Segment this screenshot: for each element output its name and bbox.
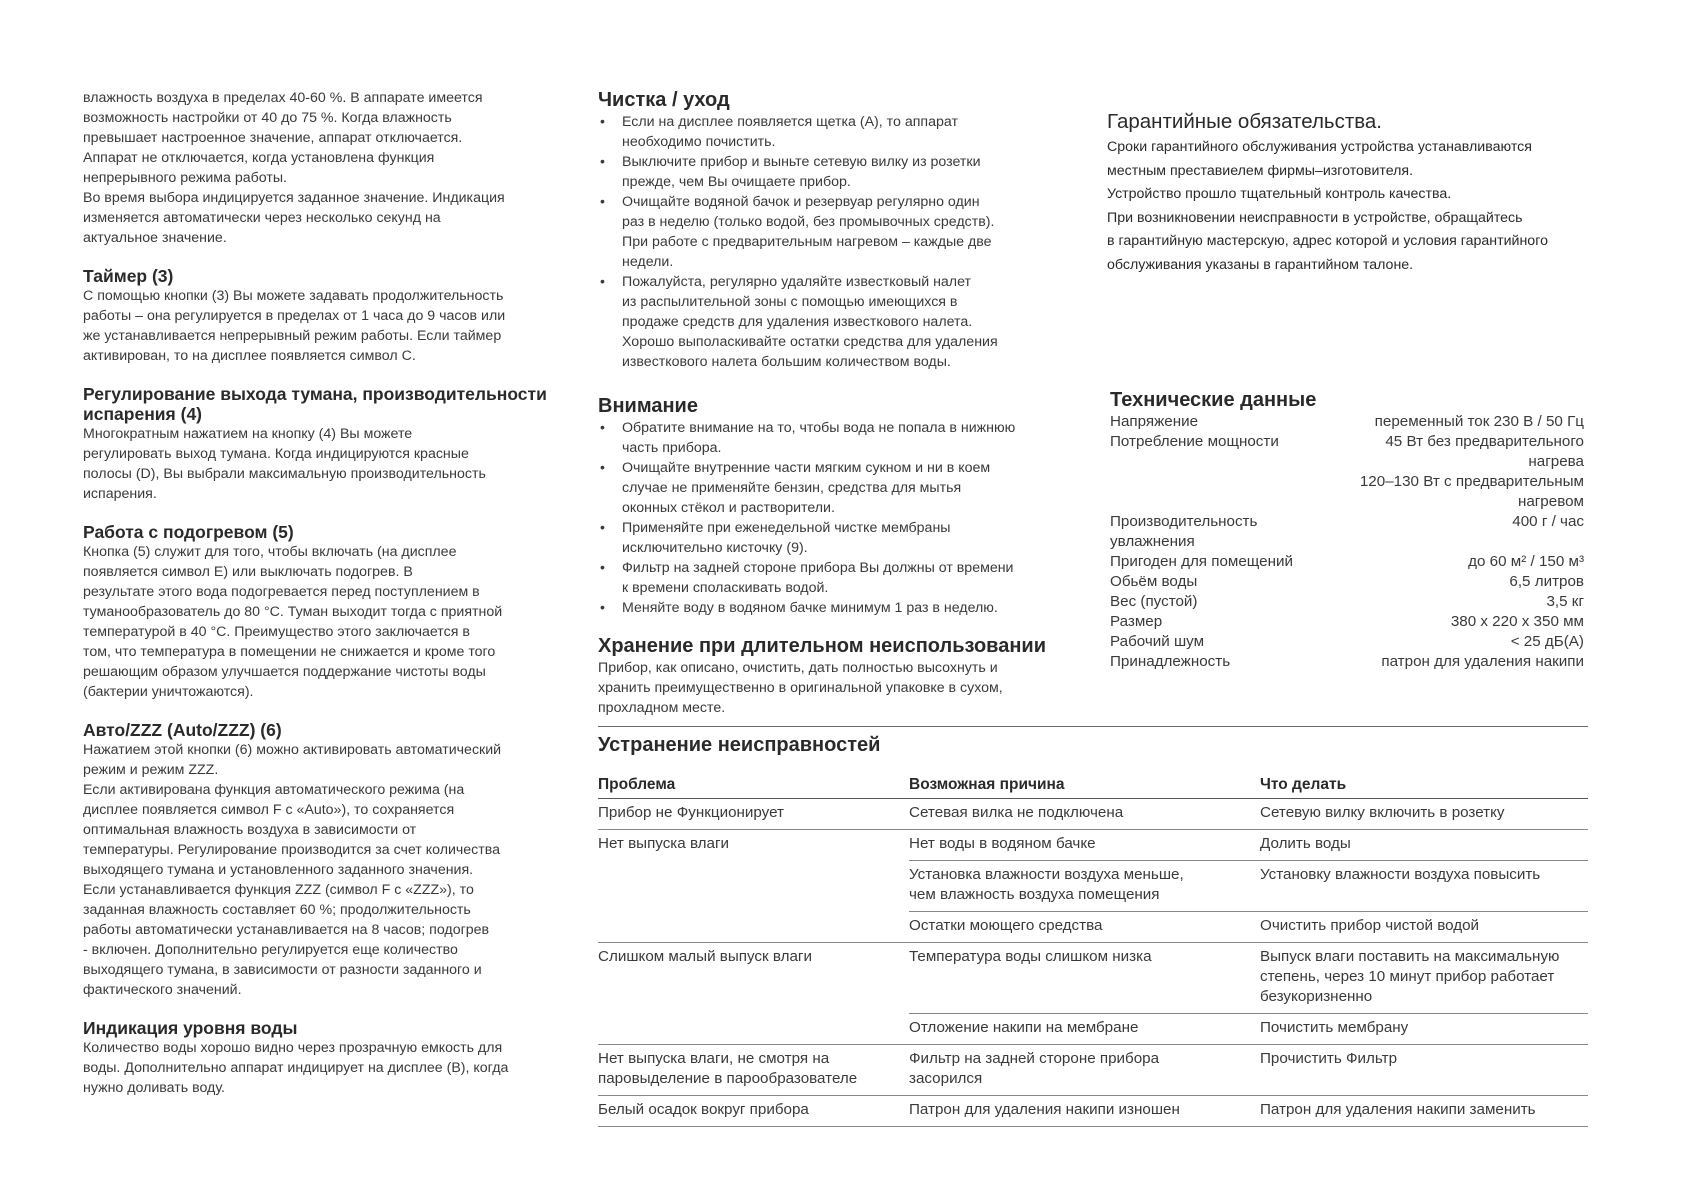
tech-value: 380 х 220 х 350 мм: [1450, 613, 1584, 630]
cell-line: степень, через 10 минут прибор работает: [1260, 968, 1555, 985]
table-cell: [598, 1014, 909, 1045]
text-line: С помощью кнопки (3) Вы можете задавать продолжительность: [83, 288, 504, 304]
cell-line: Сетевая вилка не подключена: [909, 804, 1124, 821]
heading-line: Регулирование выхода тумана, производительности: [83, 384, 547, 404]
list-item: [598, 112, 1078, 152]
table-cell: [909, 1014, 1260, 1045]
text-line: же устанавливается непрерывный режим работы. Если таймер: [83, 328, 502, 344]
text-line: Многократным нажатием на кнопку (4) Вы можете: [83, 426, 413, 442]
bullet-icon: •: [600, 274, 605, 290]
list-item-line: Применяйте при еженедельной чистке мембраны: [622, 520, 951, 536]
cell-line: Прибор не Функционирует: [598, 804, 784, 821]
tech-value: 400 г / час: [1512, 513, 1584, 530]
table-cell: [909, 1045, 1260, 1096]
table-row: [598, 861, 1588, 912]
text-line: появляется символ Е) или выключать подогрев. В: [83, 564, 413, 580]
cell-line: Фильтр на задней стороне прибора: [909, 1050, 1160, 1067]
text-line: регулировать выход тумана. Когда индицируются красные: [83, 446, 469, 462]
list-item: [598, 192, 1078, 272]
attention-list: [598, 418, 1078, 618]
table-cell: [598, 943, 909, 1014]
tech-key: Пригоден для помещений: [1110, 553, 1293, 570]
list-item-line: Очищайте внутренние части мягким сукном и ни в коем: [622, 460, 991, 476]
cell-line: Нет выпуска влаги, не смотря на: [598, 1050, 830, 1067]
text-line: фактического значений.: [83, 982, 242, 998]
list-item-line: недели.: [622, 254, 674, 270]
table-cell: [1260, 1045, 1588, 1096]
table-row: [598, 799, 1588, 830]
list-item-line: случае не применяйте бензин, средства для мытья: [622, 480, 962, 496]
table-row: [598, 1014, 1588, 1045]
list-item-line: оконных стёкол и растворители.: [622, 500, 835, 516]
tech-key: Производительность увлажнения: [1110, 513, 1258, 550]
tech-row: [1110, 592, 1584, 612]
tech-key: Вес (пустой): [1110, 593, 1198, 610]
tech-row: [1110, 572, 1584, 592]
list-item-line: Выключите прибор и выньте сетевую вилку из розетки: [622, 154, 981, 170]
table-row: [598, 830, 1588, 861]
cell-line: Установка влажности воздуха меньше,: [909, 866, 1184, 883]
cell-line: чем влажность воздуха помещения: [909, 886, 1160, 903]
timer-heading: Таймер (3): [83, 266, 174, 286]
table-row: [598, 1045, 1588, 1096]
cell-line: Нет воды в водяном бачке: [909, 835, 1096, 852]
table-cell: [1260, 943, 1588, 1014]
text-line: Прибор, как описано, очистить, дать полностью высохнуть и: [598, 660, 998, 676]
cell-line: Установку влажности воздуха повысить: [1260, 866, 1541, 883]
column-header: Возможная причина: [909, 772, 1260, 799]
cell-line: Патрон для удаления накипи заменить: [1260, 1101, 1536, 1118]
mist-paragraph: [83, 424, 563, 504]
text-line: изменяется автоматически через несколько секунд на: [83, 210, 441, 226]
text-line: выходящего тумана, в зависимости от разности заданного и: [83, 962, 482, 978]
table-row: [598, 943, 1588, 1014]
list-item: [598, 418, 1078, 458]
list-item-line: из распылительной зоны с помощью имеющихся в: [622, 294, 958, 310]
text-line: результате этого вода подогревается перед поступлением в: [83, 584, 480, 600]
text-line: непрерывного режима работы.: [83, 170, 287, 186]
table-cell: [909, 799, 1260, 830]
warranty-line: в гарантийную мастерскую, адрес которой и условия гарантийного: [1107, 233, 1548, 249]
warranty-section: [1107, 110, 1667, 277]
section-divider: [598, 726, 1588, 727]
heading-line: испарения (4): [83, 404, 203, 424]
text-line: возможность настройки от 40 до 75 %. Когда влажность: [83, 110, 452, 126]
table-cell: [1260, 1014, 1588, 1045]
text-line: Кнопка (5) служит для того, чтобы включать (на дисплее: [83, 544, 457, 560]
table-cell: [1260, 799, 1588, 830]
text-line: Количество воды хорошо видно через прозрачную емкость для: [83, 1040, 503, 1056]
cell-line: Патрон для удаления накипи изношен: [909, 1101, 1180, 1118]
list-item-line: Если на дисплее появляется щетка (А), то аппарат: [622, 114, 958, 130]
warranty-line: обслуживания указаны в гарантийном талоне.: [1107, 256, 1414, 273]
text-line: работы автоматически устанавливается на 8 часов; подогрев: [83, 922, 490, 938]
intro-paragraph: [83, 88, 563, 248]
text-line: решающим образом улучшается поддержание чистоты воды: [83, 664, 486, 680]
tech-value: 3,5 кг: [1546, 593, 1584, 610]
text-line: заданная влажность составляет 60 %; продолжительность: [83, 902, 471, 918]
tech-row: [1110, 552, 1584, 572]
troubleshooting-heading: Устранение неисправностей: [598, 734, 881, 756]
table-row: [598, 1096, 1588, 1127]
table-cell: [598, 799, 909, 830]
list-item-line: раз в неделю (только водой, без промывочных средств).: [622, 214, 995, 230]
cell-line: Слишком малый выпуск влаги: [598, 948, 812, 965]
list-item: [598, 152, 1078, 192]
tech-value: 6,5 литров: [1509, 573, 1584, 590]
heat-heading: Работа с подогревом (5): [83, 522, 294, 542]
text-line: Если устанавливается функция ZZZ (символ F с «ZZZ»), то: [83, 882, 474, 898]
tech-heading: Технические данные: [1110, 389, 1317, 411]
cell-line: Выпуск влаги поставить на максимальную: [1260, 948, 1560, 965]
tech-key: [1110, 472, 1327, 512]
text-line: (бактерии уничтожаются).: [83, 684, 254, 700]
text-line: актуальное значение.: [83, 230, 227, 246]
storage-heading: Хранение при длительном неиспользовании: [598, 635, 1046, 657]
text-line: режим и режим ZZZ.: [83, 762, 219, 778]
tech-key: Потребление мощности: [1110, 433, 1279, 450]
tech-value: патрон для удаления накипи: [1381, 653, 1584, 670]
text-line: прохладном месте.: [598, 700, 726, 716]
list-item-line: Обратите внимание на то, чтобы вода не попала в нижнюю: [622, 420, 1016, 436]
table-cell: [598, 1096, 909, 1127]
text-line: том, что температура в помещении не снижается и кроме того: [83, 644, 496, 660]
bullet-icon: •: [600, 520, 605, 536]
cell-line: Нет выпуска влаги: [598, 835, 730, 852]
cell-line: Почистить мембрану: [1260, 1019, 1409, 1036]
table-cell: [1260, 912, 1588, 943]
table-cell: [909, 943, 1260, 1014]
table-cell: [909, 830, 1260, 861]
text-line: Во время выбора индицируется заданное значение. Индикация: [83, 190, 505, 206]
table-cell: [598, 1045, 909, 1096]
cell-line: паровыделение в парообразователе: [598, 1070, 858, 1087]
tech-row: [1110, 432, 1584, 472]
troubleshooting-table: [598, 772, 1588, 1127]
cell-line: Отложение накипи на мембране: [909, 1019, 1139, 1036]
list-item: [598, 518, 1078, 558]
tech-row: [1110, 612, 1584, 632]
tech-key: Напряжение: [1110, 413, 1199, 430]
warranty-heading: Гарантийные обязательства.: [1107, 110, 1382, 133]
bullet-icon: •: [600, 460, 605, 476]
storage-paragraph: [598, 658, 1078, 718]
tech-key: Принадлежность: [1110, 653, 1231, 670]
tech-key: Размер: [1110, 613, 1163, 630]
cell-line: Белый осадок вокруг прибора: [598, 1101, 809, 1118]
list-item-line: продаже средств для удаления известкового налета.: [622, 314, 973, 330]
list-item-line: необходимо почистить.: [622, 134, 776, 150]
warranty-paragraph: [1107, 136, 1667, 277]
text-line: дисплее появляется символ F с «Auto»), то сохраняется: [83, 802, 455, 818]
text-line: Нажатием этой кнопки (6) можно активировать автоматический: [83, 742, 502, 758]
list-item: [598, 598, 1078, 618]
water-level-paragraph: [83, 1038, 563, 1098]
bullet-icon: •: [600, 600, 605, 616]
heat-paragraph: [83, 542, 563, 702]
column-header: Проблема: [598, 772, 909, 799]
text-line: полосы (D), Вы выбрали максимальную производительность: [83, 466, 486, 482]
text-line: туманообразователь до 80 °С. Туман выходит тогда с приятной: [83, 604, 503, 620]
table-cell: [598, 912, 909, 943]
tech-key: Обьём воды: [1110, 573, 1198, 590]
list-item-line: прежде, чем Вы очищаете прибор.: [622, 174, 851, 190]
text-line: влажность воздуха в пределах 40-60 %. В аппарате имеется: [83, 90, 483, 106]
warranty-line: При возникновении неисправности в устройстве, обращайтесь: [1107, 209, 1523, 226]
text-line: работы – она регулируется в пределах от 1 часа до 9 часов или: [83, 308, 506, 324]
list-item: [598, 272, 1078, 372]
tech-table: [1110, 412, 1584, 672]
text-line: испарения.: [83, 486, 157, 502]
table-cell: [909, 912, 1260, 943]
tech-value: < 25 дБ(А): [1510, 633, 1584, 650]
table-cell: [1260, 1096, 1588, 1127]
cell-line: засорился: [909, 1070, 983, 1087]
middle-column: [598, 88, 1078, 718]
cell-line: безукоризненно: [1260, 988, 1373, 1005]
list-item-line: Пожалуйста, регулярно удаляйте известковый налет: [622, 274, 971, 290]
tech-row: [1110, 632, 1584, 652]
list-item-line: Хорошо выполаскивайте остатки средства для удаления: [622, 334, 998, 350]
text-line: нужно доливать воду.: [83, 1080, 225, 1096]
table-cell: [598, 861, 909, 912]
list-item-line: часть прибора.: [622, 440, 722, 456]
auto-paragraph: [83, 740, 563, 1000]
tech-value: до 60 м² / 150 м³: [1468, 553, 1584, 570]
cell-line: Сетевую вилку включить в розетку: [1260, 804, 1505, 821]
list-item: [598, 558, 1078, 598]
list-item-line: к времени споласкивать водой.: [622, 580, 829, 596]
warranty-line: Сроки гарантийного обслуживания устройства устанавливаются: [1107, 139, 1532, 155]
text-line: - включен. Дополнительно регулируется еще количество: [83, 942, 458, 958]
tech-key: Рабочий шум: [1110, 633, 1205, 650]
text-line: Если активирована функция автоматического режима (на: [83, 782, 465, 798]
table-cell: [909, 861, 1260, 912]
column-header: Что делать: [1260, 772, 1588, 799]
cell-line: Прочистить Фильтр: [1260, 1050, 1398, 1067]
list-item-line: Очищайте водяной бачок и резервуар регулярно один: [622, 194, 980, 210]
cleaning-list: [598, 112, 1078, 372]
text-line: активирован, то на дисплее появляется символ С.: [83, 348, 416, 364]
tech-row: [1110, 472, 1584, 512]
attention-heading: Внимание: [598, 395, 698, 417]
text-line: температурой в 40 °С. Преимущество этого заключается в: [83, 624, 470, 640]
bullet-icon: •: [600, 114, 605, 130]
text-line: оптимальная влажность воздуха в зависимости от: [83, 822, 417, 838]
timer-paragraph: [83, 286, 563, 366]
text-line: хранить преимущественно в оригинальной упаковке в сухом,: [598, 680, 1003, 696]
list-item-line: При работе с предварительным нагревом – каждые две: [622, 234, 992, 250]
list-item: [598, 458, 1078, 518]
text-line: воды. Дополнительно аппарат индицирует на дисплее (В), когда: [83, 1060, 509, 1076]
bullet-icon: •: [600, 560, 605, 576]
list-item-line: Меняйте воду в водяном бачке минимум 1 раз в неделю.: [622, 600, 998, 616]
table-cell: [909, 1096, 1260, 1127]
warranty-line: местным преставиелем фирмы–изготовителя.: [1107, 162, 1414, 179]
table-cell: [598, 830, 909, 861]
table-row: [598, 912, 1588, 943]
left-column: [83, 88, 563, 1098]
tech-section: [1110, 388, 1590, 672]
table-cell: [1260, 861, 1588, 912]
tech-value: переменный ток 230 В / 50 Гц: [1374, 413, 1584, 430]
text-line: температуры. Регулирование производится за счет количества: [83, 842, 501, 858]
tech-value: 45 Вт без предварительного нагрева: [1385, 433, 1584, 470]
warranty-line: Устройство прошло тщательный контроль качества.: [1107, 186, 1452, 202]
auto-heading: Авто/ZZZ (Auto/ZZZ) (6): [83, 720, 282, 740]
bullet-icon: •: [600, 154, 605, 170]
list-item-line: Фильтр на задней стороне прибора Вы должны от времени: [622, 560, 1014, 576]
bullet-icon: •: [600, 194, 605, 210]
text-line: превышает настроенное значение, аппарат отключается.: [83, 130, 463, 146]
list-item-line: исключительно кисточку (9).: [622, 540, 808, 556]
tech-row: [1110, 652, 1584, 672]
mist-heading: [83, 384, 563, 424]
cleaning-heading: Чистка / уход: [598, 89, 730, 111]
cell-line: Долить воды: [1260, 835, 1351, 852]
list-item-line: известкового налета большим количеством воды.: [622, 354, 951, 370]
table-cell: [1260, 830, 1588, 861]
text-line: выходящего тумана и установленного заданного значения.: [83, 862, 474, 878]
tech-row: [1110, 512, 1584, 552]
cell-line: Температура воды слишком низка: [909, 948, 1152, 965]
cell-line: Остатки моющего средства: [909, 917, 1103, 934]
tech-value: 120–130 Вт с предварительным нагревом: [1359, 473, 1584, 510]
bullet-icon: •: [600, 420, 605, 436]
water-level-heading: Индикация уровня воды: [83, 1018, 298, 1038]
cell-line: Очистить прибор чистой водой: [1260, 917, 1480, 934]
tech-row: [1110, 412, 1584, 432]
text-line: Аппарат не отключается, когда установлена функция: [83, 150, 435, 166]
